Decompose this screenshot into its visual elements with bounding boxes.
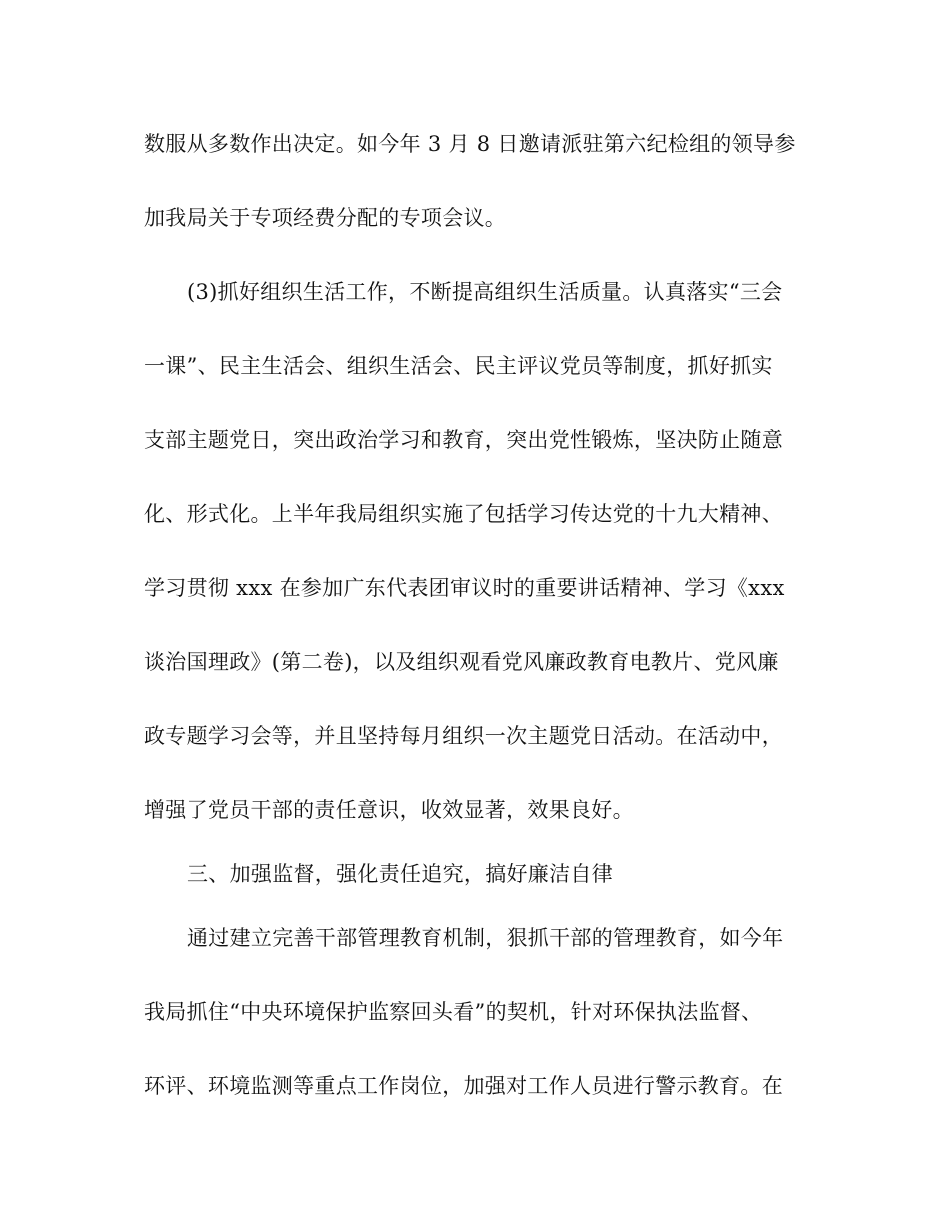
paragraph-line: 谈治国理政》(第二卷)，以及组织观看党风廉政教育电教片、党风廉 [144,650,779,674]
paragraph-line: (3)抓好组织生活工作，不断提高组织生活质量。认真落实“三会 [187,280,783,304]
paragraph-line: 环评、环境监测等重点工作岗位，加强对工作人员进行警示教育。在 [144,1074,783,1098]
paragraph-line: 支部主题党日，突出政治学习和教育，突出党性锻炼，坚决防止随意 [144,428,783,452]
paragraph-line: 我局抓住“中央环境保护监察回头看”的契机，针对环保执法监督、 [144,1000,763,1024]
paragraph-line: 一课”、民主生活会、组织生活会、民主评议党员等制度，抓好抓实 [144,354,773,378]
paragraph-line: 数服从多数作出决定。如今年 3 月 8 日邀请派驻第六纪检组的领导参 [144,132,796,156]
paragraph-line: 学习贯彻 xxx 在参加广东代表团审议时的重要讲话精神、学习《xxx [144,576,785,600]
paragraph-line: 增强了党员干部的责任意识，收效显著，效果良好。 [144,798,634,822]
paragraph-line: 通过建立完善干部管理教育机制，狠抓干部的管理教育，如今年 [187,926,784,950]
section-heading: 三、加强监督，强化责任追究，搞好廉洁自律 [187,862,613,886]
paragraph-line: 政专题学习会等，并且坚持每月组织一次主题党日活动。在活动中， [144,724,783,748]
paragraph-line: 加我局关于专项经费分配的专项会议。 [144,206,507,230]
paragraph-line: 化、形式化。上半年我局组织实施了包括学习传达党的十九大精神、 [144,502,783,526]
